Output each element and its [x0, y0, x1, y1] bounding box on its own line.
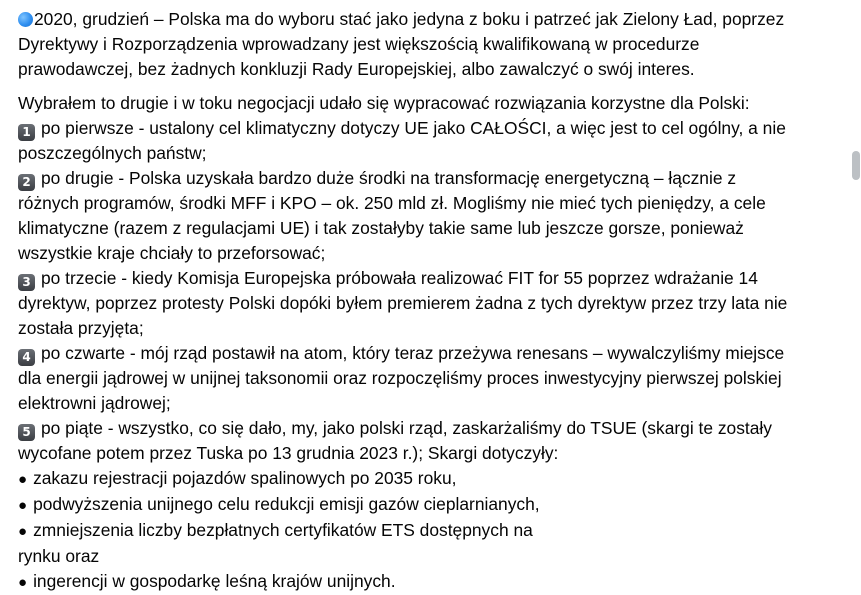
keycap-4-icon: 4	[18, 349, 35, 366]
point-3-line: 3 po trzecie - kiedy Komisja Europejska próbowała realizować FIT for 55 poprzez wdrażanie 14	[18, 266, 850, 291]
point-4-line: 4 po czwarte - mój rząd postawił na atom, który teraz przeżywa renesans – wywalczyliśmy miejsce	[18, 341, 850, 366]
intro-line: Dyrektywy i Rozporządzenia wprowadzany jest większością kwalifikowaną w procedurze	[18, 34, 700, 54]
bullet-item: ● ingerencji w gospodarkę leśną krajów unijnych.	[18, 571, 396, 591]
post-body	[18, 7, 850, 595]
point-5-line: wycofane potem przez Tuska po 13 grudnia 2023 r.); Skargi dotyczyły:	[18, 443, 559, 463]
bullet-icon: ●	[18, 574, 28, 591]
point-4-line: dla energii jądrowej w unijnej taksonomii oraz rozpoczęliśmy proces inwestycyjny pierwszej polskiej	[18, 368, 782, 388]
point-2-line: klimatyczne (razem z regulacjami UE) i tak zostałyby takie same lub jeszcze gorsze, ponieważ	[18, 218, 744, 238]
lead-line: Wybrałem to drugie i w toku negocjacji udało się wypracować rozwiązania korzystne dla Polski:	[18, 93, 750, 113]
point-1-line: poszczególnych państw;	[18, 143, 207, 163]
keycap-3-icon: 3	[18, 274, 35, 291]
point-2-line: wszystkie kraje chciały to przeforsować;	[18, 243, 326, 263]
keycap-2-icon: 2	[18, 174, 35, 191]
bullet-icon: ●	[18, 523, 28, 540]
scrollbar[interactable]	[849, 0, 861, 590]
bullet-item: ● zakazu rejestracji pojazdów spalinowych po 2035 roku,	[18, 468, 457, 488]
intro-line: prawodawczej, bez żadnych konkluzji Rady Europejskiej, albo zawalczyć o swój interes.	[18, 59, 695, 79]
bullet-continuation: rynku oraz	[18, 546, 100, 566]
blue-circle-icon	[18, 12, 33, 27]
points-paragraph	[18, 91, 850, 595]
point-3-line: została przyjęta;	[18, 318, 144, 338]
point-3-line: dyrektyw, poprzez protesty Polski dopóki byłem premierem żadna z tych dyrektyw przez trzy lata nie	[18, 293, 788, 313]
point-2-line: różnych programów, środki MFF i KPO – ok. 250 mld zł. Mogliśmy nie mieć tych pieniędzy, a cele	[18, 193, 766, 213]
keycap-1-icon: 1	[18, 124, 35, 141]
bullet-item: ● podwyższenia unijnego celu redukcji emisji gazów cieplarnianych,	[18, 494, 540, 514]
keycap-5-icon: 5	[18, 424, 35, 441]
point-5-line: 5 po piąte - wszystko, co się dało, my, jako polski rząd, zaskarżaliśmy do TSUE (skargi te zostały	[18, 416, 850, 441]
point-1-line: 1 po pierwsze - ustalony cel klimatyczny dotyczy UE jako CAŁOŚCI, a więc jest to cel ogólny, a nie	[18, 116, 850, 141]
intro-line: 2020, grudzień – Polska ma do wyboru stać jako jedyna z boku i patrzeć jak Zielony Ład, poprzez	[18, 7, 850, 32]
point-2-line: 2 po drugie - Polska uzyskała bardzo duże środki na transformację energetyczną – łącznie z	[18, 166, 850, 191]
intro-paragraph	[18, 7, 850, 82]
bullet-item: ● zmniejszenia liczby bezpłatnych certyfikatów ETS dostępnych na	[18, 520, 533, 540]
point-4-line: elektrowni jądrowej;	[18, 393, 171, 413]
scrollbar-thumb[interactable]	[852, 151, 860, 180]
bullet-icon: ●	[18, 471, 28, 488]
bullet-icon: ●	[18, 497, 28, 514]
